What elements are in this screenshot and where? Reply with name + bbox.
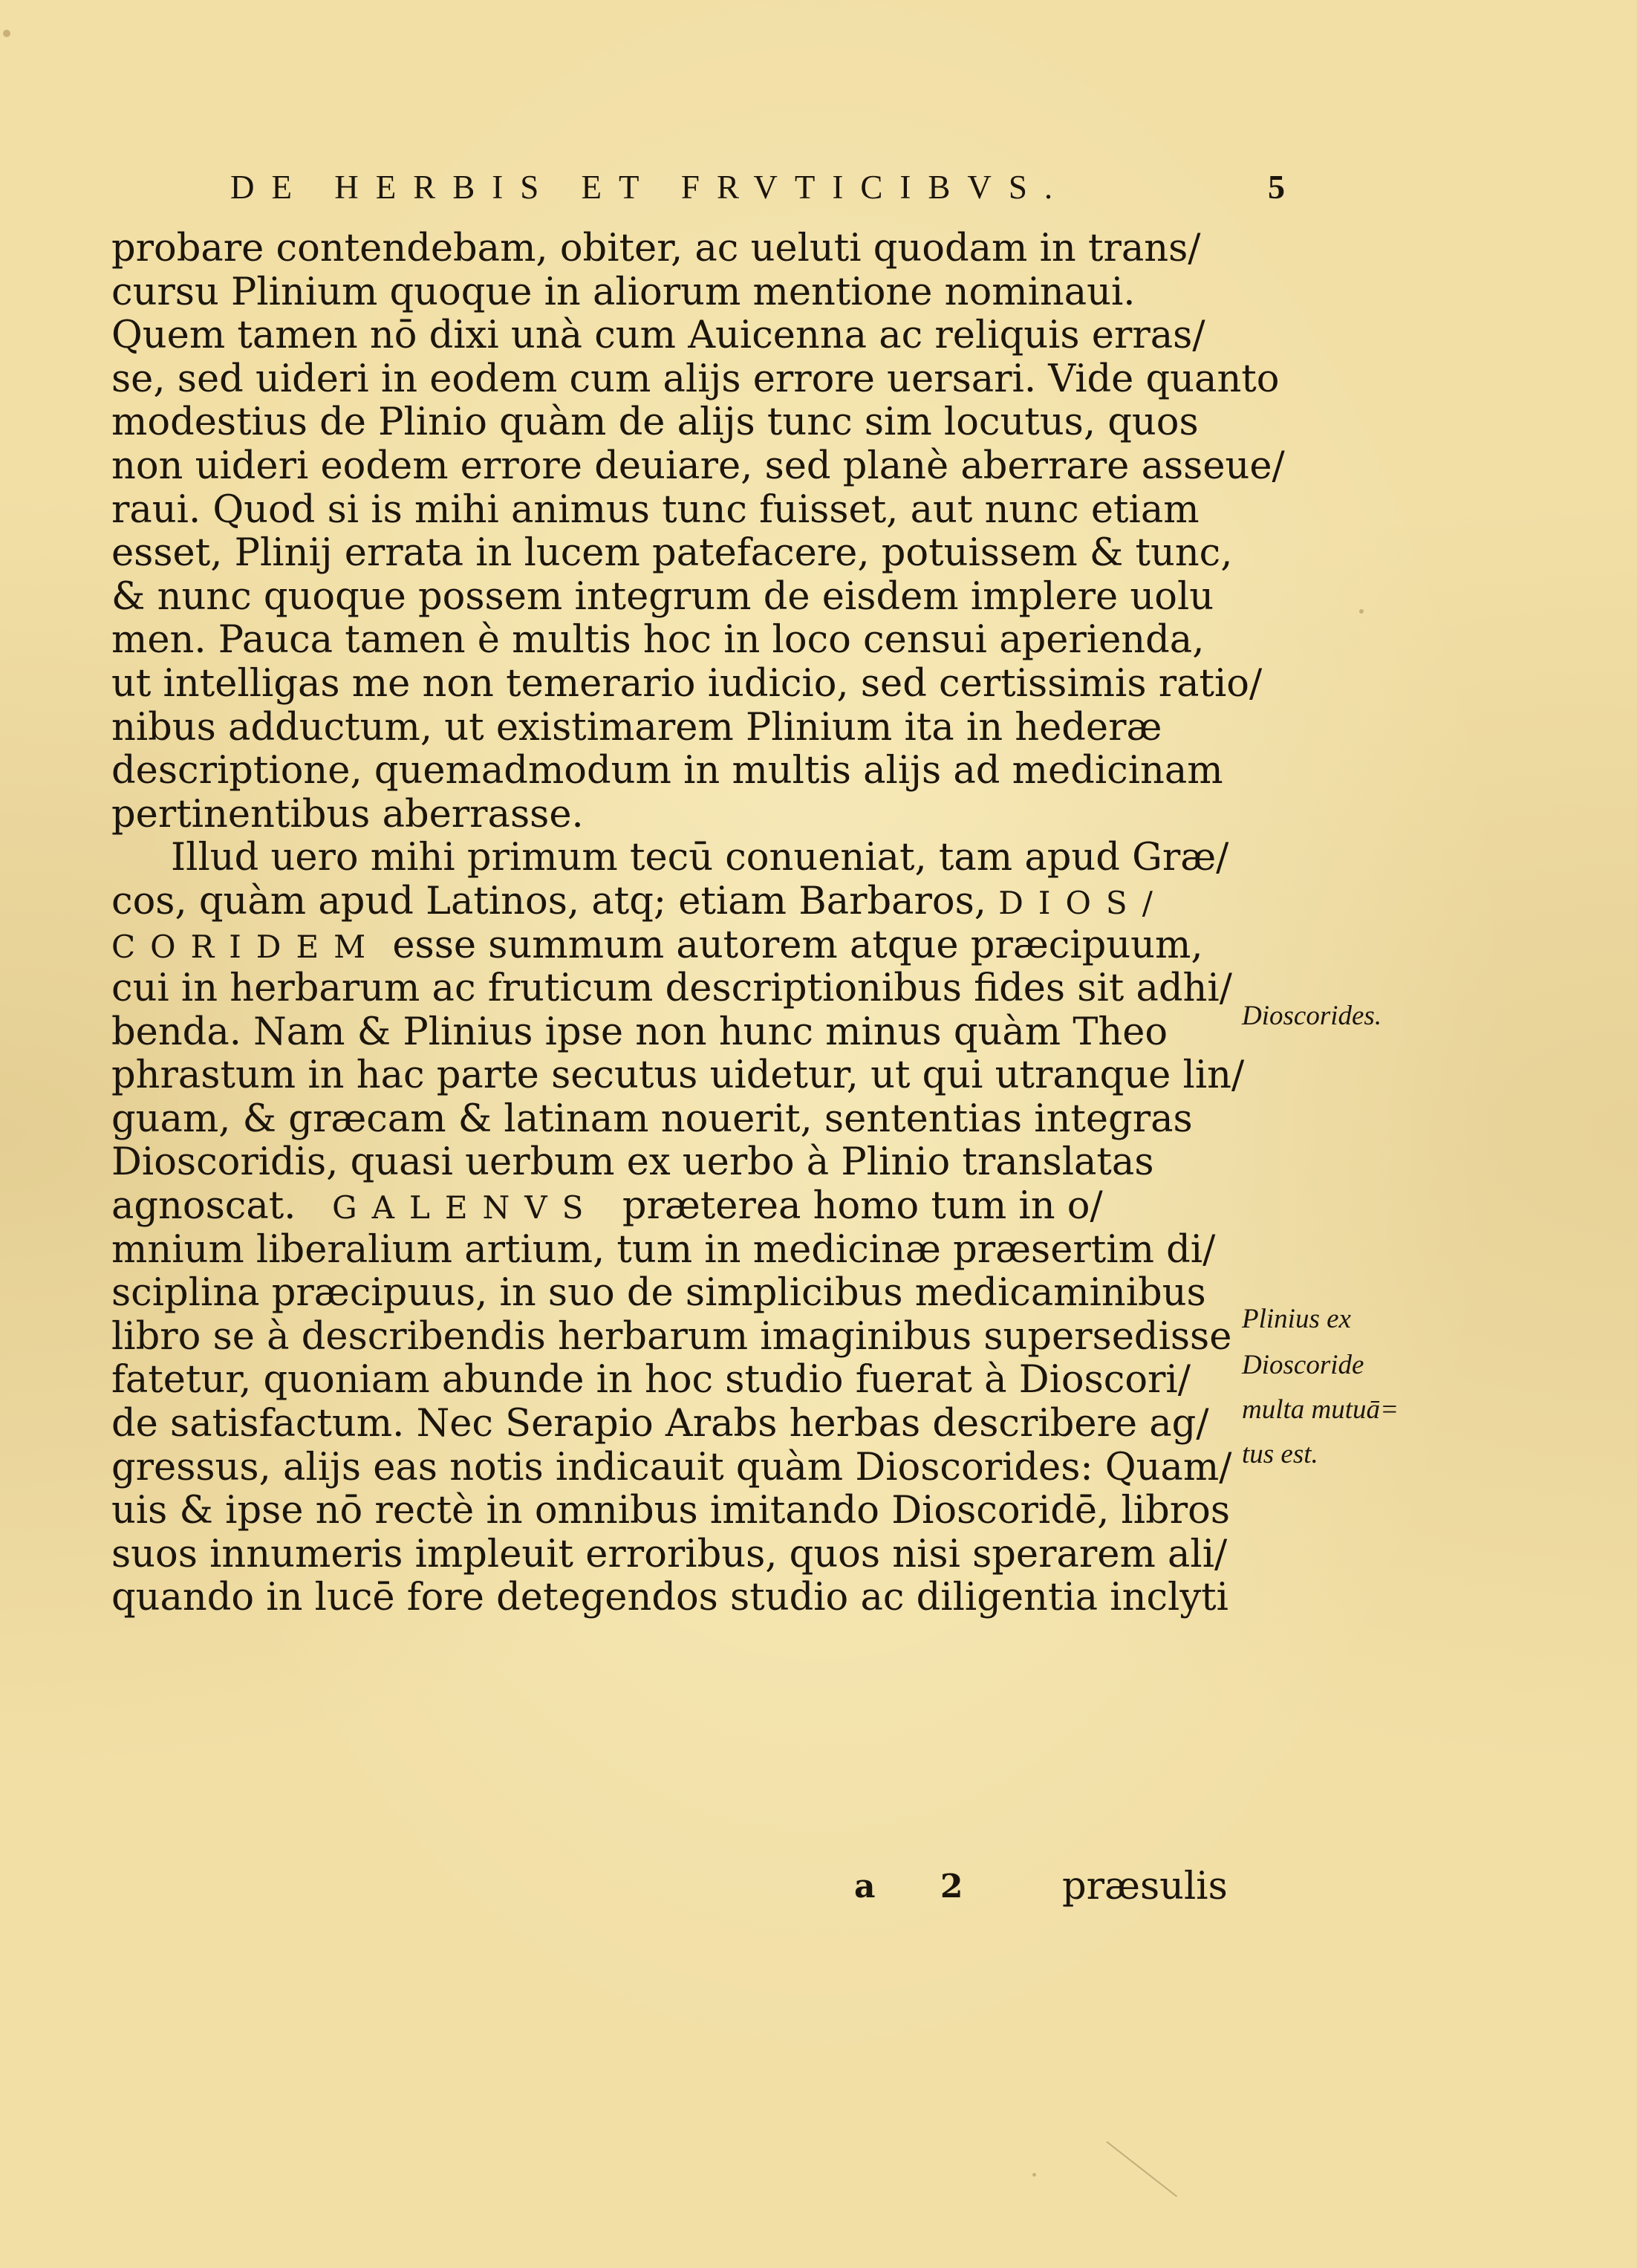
- margin-note-line: tus est.: [1242, 1439, 1318, 1469]
- text-line: Dioscoridis, quasi uerbum ex uerbo à Plinio translatas: [111, 1140, 1154, 1185]
- author-name-small-caps: CORIDEM: [111, 928, 381, 965]
- text-line: esset, Plinij errata in lucem patefacere, potuissem & tunc,: [111, 531, 1233, 576]
- text-line: modestius de Plinio quàm de alijs tunc sim locutus, quos: [111, 400, 1199, 445]
- text-segment: esse summum autorem atque præcipuum,: [392, 923, 1203, 967]
- page-header: [230, 165, 1285, 209]
- text-line: probare contendebam, obiter, ac ueluti quodam in trans/: [111, 227, 1201, 270]
- text-line: phrastum in hac parte secutus uidetur, ut qui utranque lin/: [111, 1053, 1245, 1098]
- text-line: raui. Quod si is mihi animus tunc fuisset, aut nunc etiam: [111, 487, 1200, 532]
- text-line: uis & ipse nō rectè in omnibus imitando Dioscoridē, libros: [111, 1489, 1231, 1533]
- text-line: suos innumeris impleuit erroribus, quos nisi sperarem ali/: [111, 1532, 1228, 1576]
- text-line: [111, 924, 1226, 968]
- margin-note-line: Plinius ex: [1242, 1304, 1351, 1334]
- ink-spot: [3, 30, 10, 37]
- text-line: nibus adductum, ut existimarem Plinium ita in hederæ: [111, 705, 1162, 750]
- margin-note-dioscorides: Dioscorides.: [1242, 1001, 1382, 1031]
- text-line: libro se à describendis herbarum imaginibus supersedisse: [111, 1314, 1232, 1359]
- text-line: cui in herbarum ac fruticum descriptionibus fides sit adhi/: [111, 966, 1232, 1011]
- margin-note-line: Dioscoride: [1242, 1350, 1364, 1380]
- text-line: guam, & græcam & latinam nouerit, sententias integras: [111, 1096, 1193, 1141]
- text-line: sciplina præcipuus, in suo de simplicibus medicaminibus: [111, 1271, 1206, 1316]
- text-line: quando in lucē fore detegendos studio ac diligentia inclyti: [111, 1576, 1228, 1620]
- text-line: de satisfactum. Nec Serapio Arabs herbas describere ag/: [111, 1402, 1209, 1446]
- text-line: men. Pauca tamen è multis hoc in loco censui aperienda,: [111, 618, 1205, 663]
- text-segment: cos, quàm apud Latinos, atq; etiam Barbaros,: [111, 879, 987, 923]
- text-line: benda. Nam & Plinius ipse non hunc minus quàm Theo: [111, 1010, 1168, 1054]
- text-line: pertinentibus aberrasse.: [111, 792, 584, 836]
- margin-notes: [1242, 0, 1442, 2268]
- text-line: [111, 880, 1226, 924]
- margin-note-line: multa mutuā=: [1242, 1394, 1399, 1425]
- text-line: Quem tamen nō dixi unà cum Auicenna ac reliquis erras/: [111, 313, 1205, 358]
- ink-spot: [1032, 2173, 1036, 2177]
- text-line: cursu Plinium quoque in aliorum mentione nominaui.: [111, 270, 1136, 314]
- text-segment: agnoscat.: [111, 1184, 296, 1229]
- signature-mark: a 2: [854, 1868, 990, 1905]
- text-line: se, sed uideri in eodem cum alijs errore uersari. Vide quanto: [111, 357, 1280, 401]
- paragraph-start-line: Illud uero mihi primum tecū conueniat, tam apud Græ/: [171, 836, 1229, 880]
- author-name-small-caps: GALENVS: [332, 1189, 599, 1226]
- author-name-small-caps: DIOS/: [998, 884, 1168, 921]
- text-line: fatetur, quoniam abunde in hoc studio fuerat à Dioscori/: [111, 1358, 1191, 1403]
- text-segment: præterea homo tum in o/: [622, 1184, 1103, 1229]
- running-title: DE HERBIS ET FRVTICIBVS.: [230, 169, 1070, 206]
- text-line: non uideri eodem errore deuiare, sed planè aberrare asseue/: [111, 443, 1285, 488]
- catchword: præsulis: [1062, 1865, 1228, 1908]
- text-line: descriptione, quemadmodum in multis alijs ad medicinam: [111, 749, 1223, 793]
- text-line: mnium liberalium artium, tum in medicinæ præsertim di/: [111, 1227, 1216, 1272]
- page-number: 5: [1268, 168, 1285, 206]
- text-line: ut intelligas me non temerario iudicio, sed certissimis ratio/: [111, 661, 1263, 706]
- text-line: & nunc quoque possem integrum de eisdem implere uolu: [111, 574, 1214, 619]
- paper-scratch: [1106, 2141, 1177, 2197]
- text-line: gressus, alijs eas notis indicauit quàm Dioscorides: Quam/: [111, 1445, 1232, 1489]
- page-footer: [854, 1865, 1270, 1909]
- text-line: [111, 1185, 1226, 1229]
